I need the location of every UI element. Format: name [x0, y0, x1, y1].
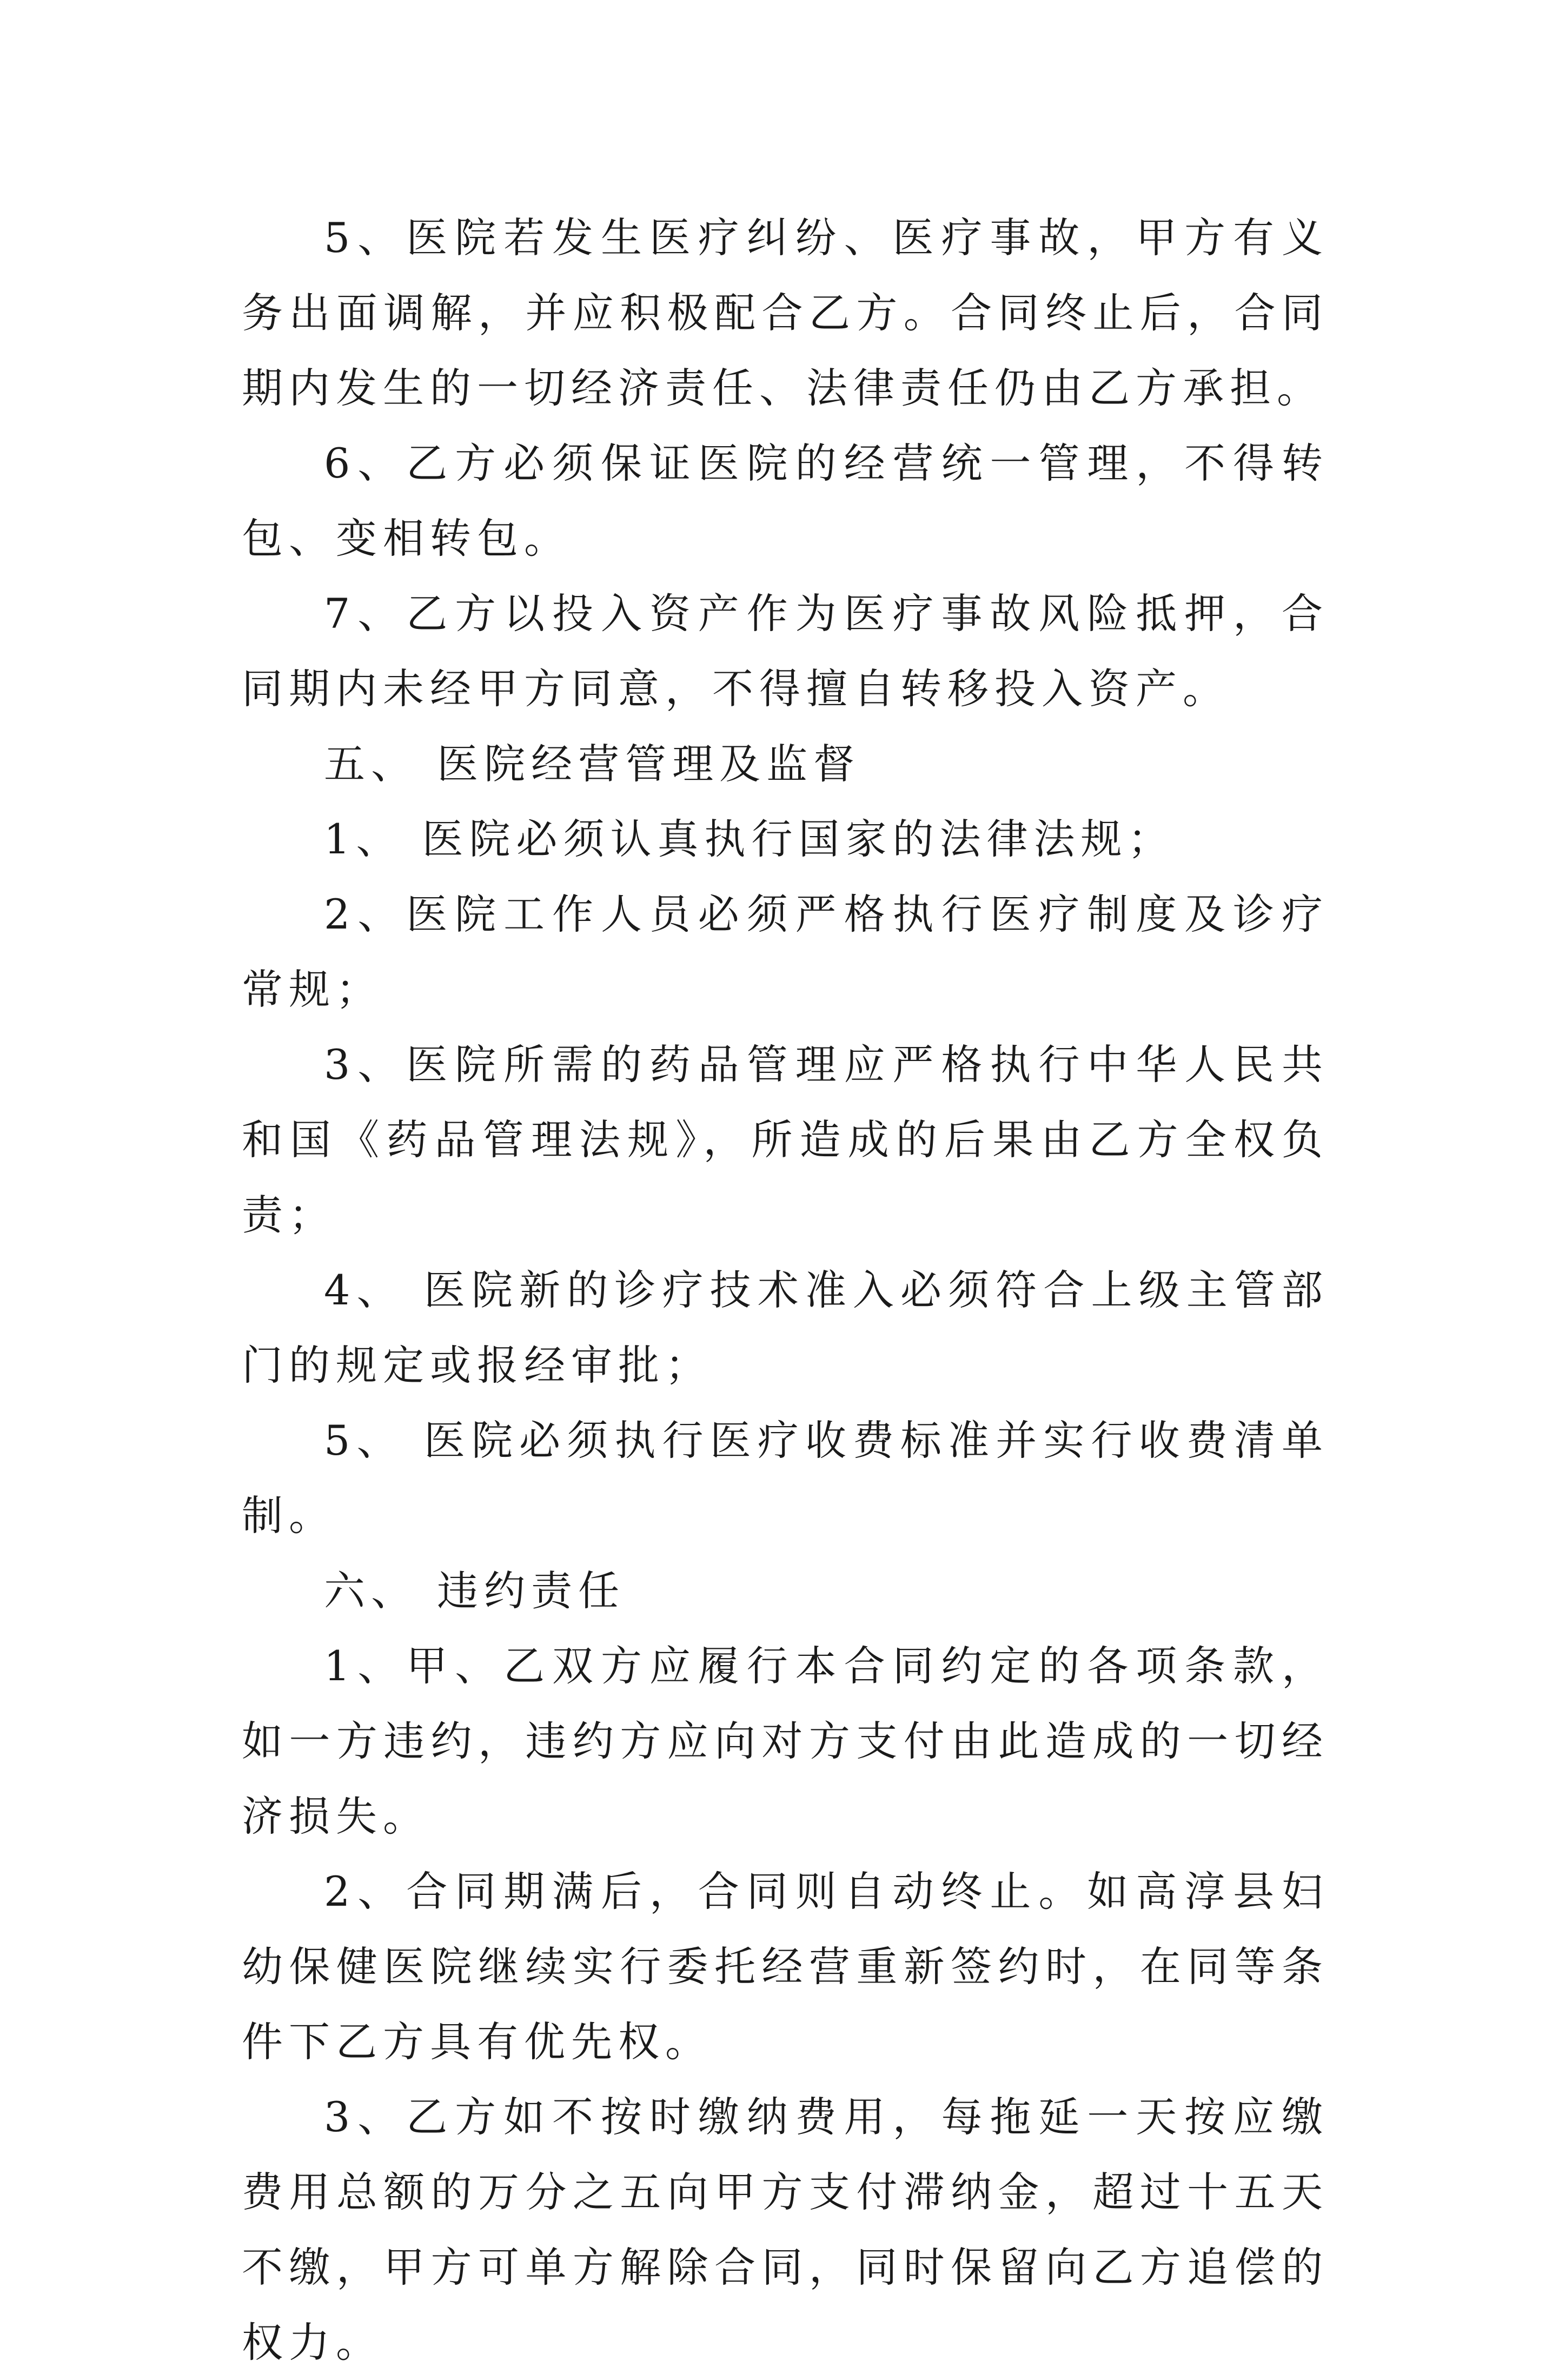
section-five-item-4: 4、 医院新的诊疗技术准入必须符合上级主管部门的规定或报经审批；: [242, 1266, 1329, 1389]
document-body: [242, 200, 1329, 2380]
clause-6-management: 6、乙方必须保证医院的经营统一管理，不得转包、变相转包。: [242, 439, 1329, 562]
clause-7-assets: 7、乙方以投入资产作为医疗事故风险抵押，合同期内未经甲方同意，不得擅自转移投入资产。: [242, 589, 1329, 713]
section-five-item-1: 1、 医院必须认真执行国家的法律法规；: [324, 815, 1175, 863]
section-six-item-1: 1、甲、乙双方应履行本合同约定的各项条款，如一方违约，违约方应向对方支付由此造成的一切经济损失。: [242, 1642, 1329, 1840]
section-five-item-2: 2、医院工作人员必须严格执行医疗制度及诊疗常规；: [242, 890, 1329, 1013]
section-heading-six: 六、 违约责任: [324, 1567, 626, 1615]
section-six-item-3: 3、乙方如不按时缴纳费用，每拖延一天按应缴费用总额的万分之五向甲方支付滞纳金，超过十五天不缴，甲方可单方解除合同，同时保留向乙方追偿的权力。: [242, 2093, 1329, 2366]
section-heading-five: 五、 医院经营管理及监督: [324, 740, 861, 788]
section-five-item-5: 5、 医院必须执行医疗收费标准并实行收费清单制。: [242, 1416, 1329, 1540]
section-five-item-3: 3、医院所需的药品管理应严格执行中华人民共和国《药品管理法规》，所造成的后果由乙方全权负责；: [242, 1040, 1329, 1239]
clause-5-dispute: 5、医院若发生医疗纠纷、医疗事故，甲方有义务出面调解，并应积极配合乙方。合同终止后，合同期内发生的一切经济责任、法律责任仍由乙方承担。: [242, 214, 1329, 412]
section-six-item-2: 2、合同期满后，合同则自动终止。如高淳县妇幼保健医院继续实行委托经营重新签约时，在同等条件下乙方具有优先权。: [242, 1867, 1329, 2066]
